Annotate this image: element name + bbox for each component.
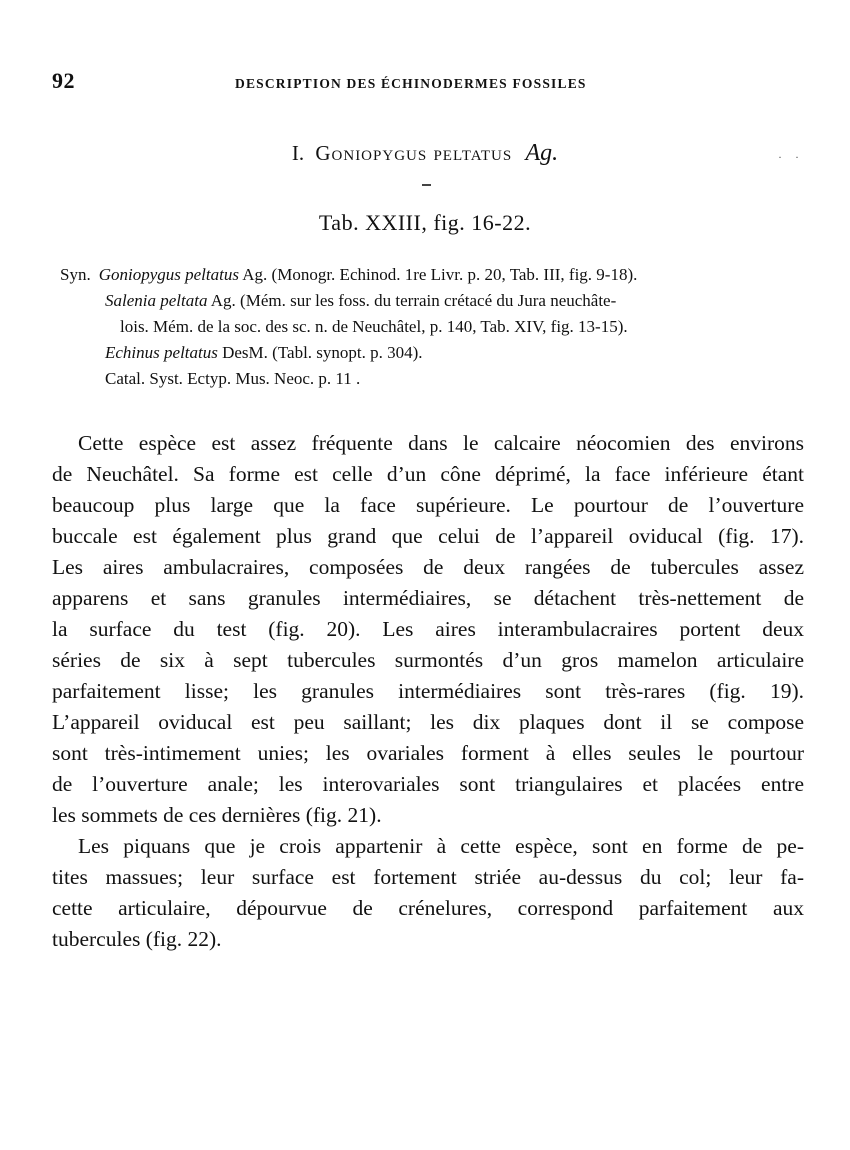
synonymy-line [60, 340, 806, 366]
synonym-citation: Catal. Syst. Ectyp. Mus. Neoc. p. 11 . [105, 369, 361, 388]
synonymy-block [60, 262, 806, 392]
running-title: DESCRIPTION DES ÉCHINODERMES FOSSILES [235, 76, 587, 91]
synonym-citation: Ag. (Mém. sur les foss. du terrain crétacé du Jura neuchâte- [207, 291, 617, 310]
text-line: cette articulaire, dépourvue de crénelures, correspond parfaitement aux [52, 896, 804, 920]
text-line: apparens et sans granules intermédiaires, se détachent très-nettement de [52, 586, 804, 610]
synonymy-line [60, 314, 806, 340]
text-line: beaucoup plus large que la face supérieure. Le pourtour de l’ouverture [52, 493, 804, 517]
paragraph-description [52, 428, 804, 831]
text-line: tites massues; leur surface est fortement striée au-dessus du col; leur fa- [52, 865, 804, 889]
synonym-name: Salenia peltata [105, 291, 208, 310]
page-number: 92 [52, 68, 75, 93]
heading-divider [422, 184, 431, 186]
synonym-citation: lois. Mém. de la soc. des sc. n. de Neuchâtel, p. 140, Tab. XIV, fig. 13-15). [120, 317, 628, 336]
text-line: Les piquans que je crois appartenir à cette espèce, sont en forme de pe- [78, 834, 804, 858]
synonymy-line [60, 262, 806, 288]
text-line: Les aires ambulacraires, composées de deux rangées de tubercules assez [52, 555, 804, 579]
synonymy-line [60, 288, 806, 314]
paragraph-spines [52, 831, 804, 955]
text-line: séries de six à sept tubercules surmontés d’un gros mamelon articulaire [52, 648, 804, 672]
species-heading [0, 140, 850, 167]
synonym-name: Goniopygus peltatus [98, 265, 239, 284]
text-line: la surface du test (fig. 20). Les aires interambulacraires portent deux [52, 617, 804, 641]
text-line: de Neuchâtel. Sa forme est celle d’un cône déprimé, la face inférieure étant [52, 462, 804, 486]
synonymy-prefix: Syn. [60, 265, 91, 284]
species-author: Ag. [525, 140, 559, 166]
text-line: les sommets de ces dernières (fig. 21). [52, 803, 382, 827]
description-text [52, 428, 804, 955]
synonymy-line [60, 366, 806, 392]
text-line: sont très-intimement unies; les ovariales forment à elles seules le pourtour [52, 741, 804, 765]
page-header [52, 68, 812, 98]
species-number: I. [291, 141, 305, 165]
synonym-name: Echinus peltatus [105, 343, 218, 362]
text-line: buccale est également plus grand que celui de l’appareil oviducal (fig. 17). [52, 524, 804, 548]
text-line: Cette espèce est assez fréquente dans le calcaire néocomien des environs [78, 431, 804, 455]
synonym-citation: Ag. (Monogr. Echinod. 1re Livr. p. 20, Tab. III, fig. 9-18). [238, 265, 638, 284]
stray-marks: · · [778, 150, 804, 164]
text-line: tubercules (fig. 22). [52, 927, 222, 951]
text-line: L’appareil oviducal est peu saillant; les dix plaques dont il se compose [52, 710, 804, 734]
synonym-citation: DesM. (Tabl. synopt. p. 304). [217, 343, 423, 362]
plate-reference: Tab. XXIII, fig. 16-22. [318, 210, 532, 235]
text-line: parfaitement lisse; les granules intermédiaires sont très-rares (fig. 19). [52, 679, 804, 703]
species-name: Goniopygus peltatus [315, 141, 513, 165]
text-line: de l’ouverture anale; les interovariales sont triangulaires et placées entre [52, 772, 804, 796]
